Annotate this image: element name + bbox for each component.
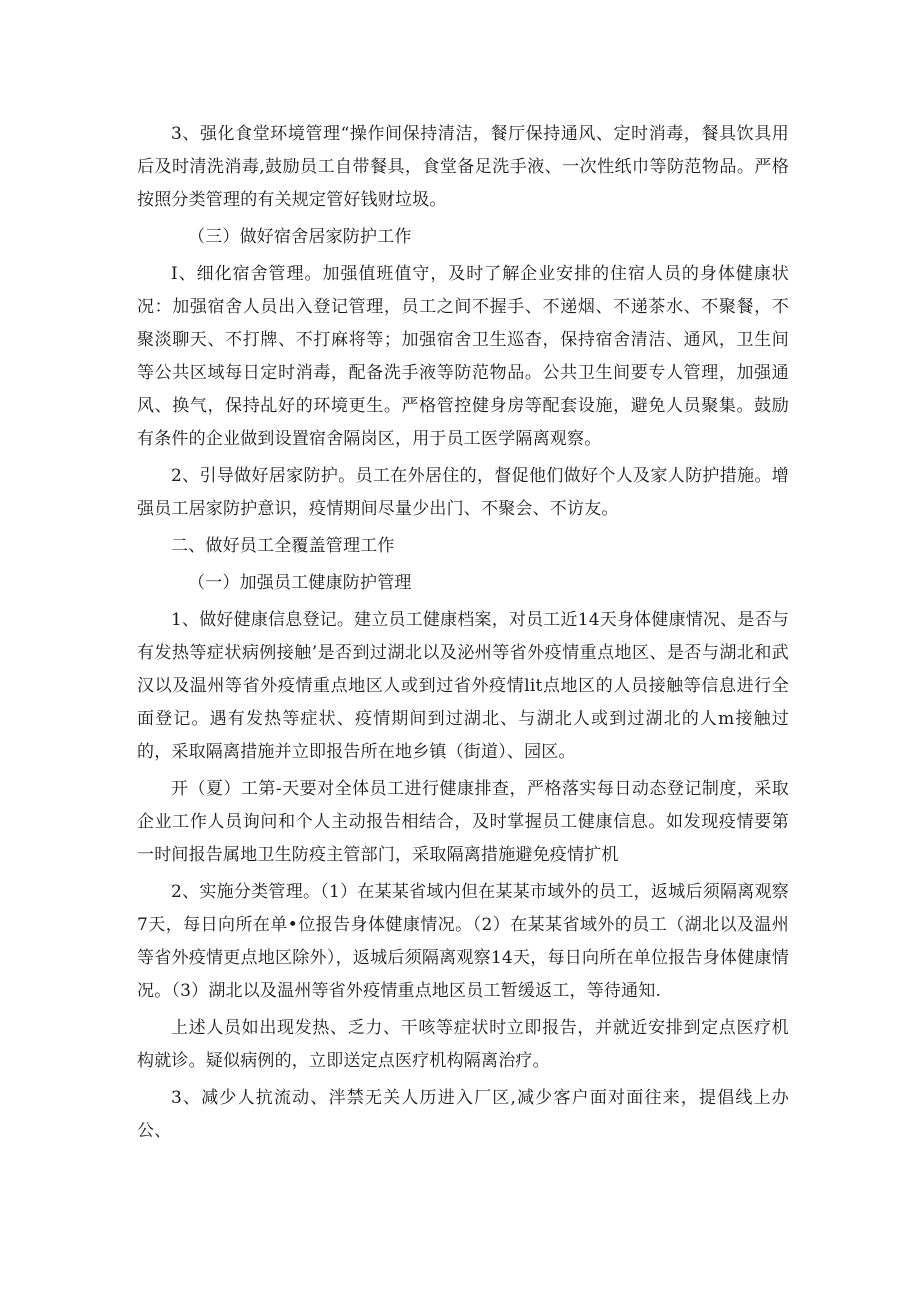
document-body <box>137 118 789 1148</box>
paragraph-health-registration: 1、做好健康信息登记。建立员工健康档案，对员工近14天身体健康情况、是否与有发热等症状病例接触’是否到过湖北以及泌州等省外疫情重点地区、是否与湖北和武汉以及温州等省外疫情重点地区人或到过省外疫情lit点地区的人员接触等信息进行全面登记。遇有发热等症状、疫情期间到过湖北、与湖北人或到过湖北的人m接触过的，采取隔离措施并立即报告所在地乡镇（街道）、园区。 <box>137 610 789 762</box>
paragraph-classified-management: 2、实施分类管理。（1）在某某省域内但在某某市域外的员工，返城后须隔离观察7天，每日向所在单•位报告身体健康情况。（2）在某某省域外的员工（湖北以及温州等省外疫情更点地区除外），返城后须隔离观察14天，每日向所在单位报告身体健康情况。（3）湖北以及温州等省外疫情重点地区员工暂缓返工，等待通知. <box>137 882 789 1001</box>
section-heading-staff-management: 二、做好员工全覆盖管理工作 <box>171 536 395 556</box>
paragraph-symptom-reporting: 上述人员如出现发热、乏力、干咳等症状时立即报告，并就近安排到定点医疗机构就诊。疑似病例的，立即送定点医疗机构隔离治疗。 <box>137 1018 789 1071</box>
paragraph-canteen-management: 3、强化食堂环境管理“操作间保持清洁，餐厅保持通风、定时消毒，餐具饮具用后及时清洗消毒,鼓励员工自带餐具，食堂备足洗手液、一次性纸巾等防范物品。严格按照分类管理的有关规定管好钱财垃圾。 <box>137 124 789 210</box>
paragraph-first-day-check: 开（夏）工第-天要对全体员工进行健康排查，严格落实每日动态登记制度，采取企业工作人员询问和个人主动报告相结合，及时掌握员工健康信息。如发现疫情要第一时间报告属地卫生防疫主管部门，采取隔离措施避免疫情扩机 <box>137 779 789 865</box>
paragraph-reduce-movement: 3、减少人抗流动、泮禁无关人历进入厂区,减少客户面对面往来，提倡线上办公、 <box>137 1088 789 1141</box>
section-heading-dormitory: （三）做好宿舍居家防护工作 <box>188 227 412 247</box>
paragraph-home-protection: 2、引导做好居家防护。员工在外居住的，督促他们做好个人及家人防护措施。增强员工居家防护意识，疫情期间尽量少出门、不聚会、不访友。 <box>137 466 789 519</box>
paragraph-dormitory-management: I、细化宿舍管理。加强值班值守，及时了解企业安排的住宿人员的身体健康状况：加强宿舍人员出入登记管理，员工之间不握手、不递烟、不递茶水、不聚餐，不聚淡聊天、不打牌、不打麻将等；加强宿舍卫生巡杳，保持宿舍清洁、通风，卫生间等公共区域每日定时消毒，配备洗手液等防范物品。公共卫生间要专人管理，加强通风、换气，保持乩好的环境更生。严格管控健身房等配套设施，避免人员聚集。鼓励有条件的企业做到设置宿舍隔岗区，用于员工医学隔离观察。 <box>137 264 789 449</box>
section-heading-health-protection: （一）加强员工健康防护管理 <box>188 573 412 593</box>
